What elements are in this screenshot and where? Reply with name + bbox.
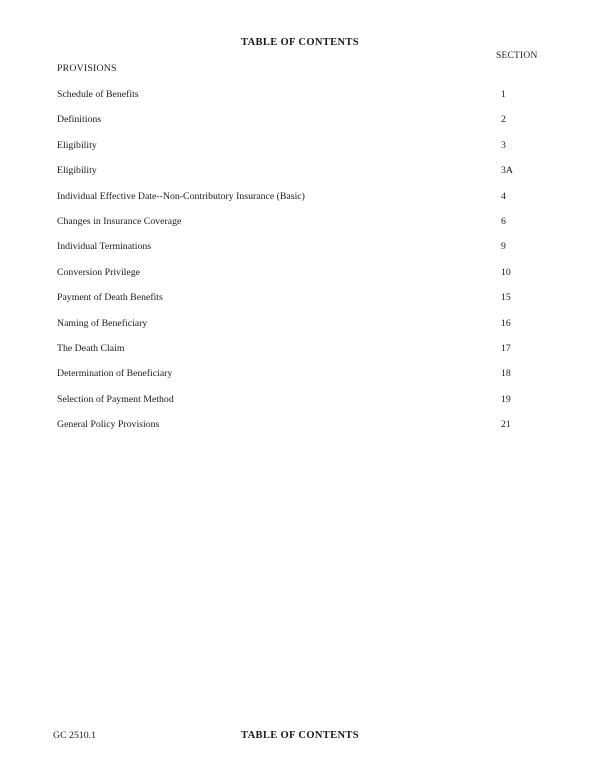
toc-entry-section-number: 17 xyxy=(501,342,511,354)
toc-entry[interactable] xyxy=(0,140,600,165)
toc-entry[interactable] xyxy=(0,114,600,139)
toc-entry-section-number: 21 xyxy=(501,419,511,431)
toc-entry[interactable] xyxy=(0,216,600,241)
toc-entry-section-number: 4 xyxy=(501,190,506,202)
toc-entry-label: General Policy Provisions xyxy=(57,419,160,431)
toc-entry-section-number: 10 xyxy=(501,266,511,278)
toc-entry-label: Eligibility xyxy=(57,139,97,151)
toc-entry-section-number: 19 xyxy=(501,393,511,405)
toc-entry-section-number: 15 xyxy=(501,292,511,304)
toc-entry[interactable] xyxy=(0,394,600,419)
toc-entry[interactable] xyxy=(0,191,600,216)
toc-entry[interactable] xyxy=(0,89,600,114)
toc-entry-section-number: 16 xyxy=(501,317,511,329)
toc-entry-label: Definitions xyxy=(57,114,102,126)
toc-entry-label: Payment of Death Benefits xyxy=(57,292,163,304)
toc-entry[interactable] xyxy=(0,267,600,292)
toc-entry-section-number: 3 xyxy=(501,139,506,151)
toc-entry[interactable] xyxy=(0,343,600,368)
toc-entry-section-number: 18 xyxy=(501,368,511,380)
toc-entry-label: Eligibility xyxy=(57,165,97,177)
footer-title: TABLE OF CONTENTS xyxy=(241,730,359,741)
toc-entry[interactable] xyxy=(0,318,600,343)
toc-entry-label: Individual Effective Date--Non-Contributory Insurance (Basic) xyxy=(57,190,305,202)
toc-entry-section-number: 2 xyxy=(501,114,506,126)
toc-entry-section-number: 3A xyxy=(501,165,513,177)
toc-entry-label: Individual Terminations xyxy=(57,241,152,253)
toc-entry[interactable] xyxy=(0,292,600,317)
page-footer xyxy=(0,730,600,746)
toc-entry[interactable] xyxy=(0,419,600,444)
toc-entry-label: Changes in Insurance Coverage xyxy=(57,215,182,227)
toc-entry[interactable] xyxy=(0,165,600,190)
table-of-contents-list xyxy=(0,89,600,444)
toc-entry-section-number: 6 xyxy=(501,215,506,227)
toc-entry-section-number: 9 xyxy=(501,241,506,253)
toc-entry-label: The Death Claim xyxy=(57,342,125,354)
toc-entry-label: Determination of Beneficiary xyxy=(57,368,173,380)
toc-entry[interactable] xyxy=(0,368,600,393)
column-header-section: SECTION xyxy=(496,51,538,61)
footer-document-code: GC 2510.1 xyxy=(53,730,97,741)
toc-entry-label: Naming of Beneficiary xyxy=(57,317,148,329)
toc-entry[interactable] xyxy=(0,241,600,266)
toc-entry-section-number: 1 xyxy=(501,89,506,100)
column-header-provisions: PROVISIONS xyxy=(57,63,117,74)
toc-entry-label: Conversion Privilege xyxy=(57,266,140,278)
toc-entry-label: Schedule of Benefits xyxy=(57,89,139,100)
toc-entry-label: Selection of Payment Method xyxy=(57,393,174,405)
page-title: TABLE OF CONTENTS xyxy=(241,37,359,48)
